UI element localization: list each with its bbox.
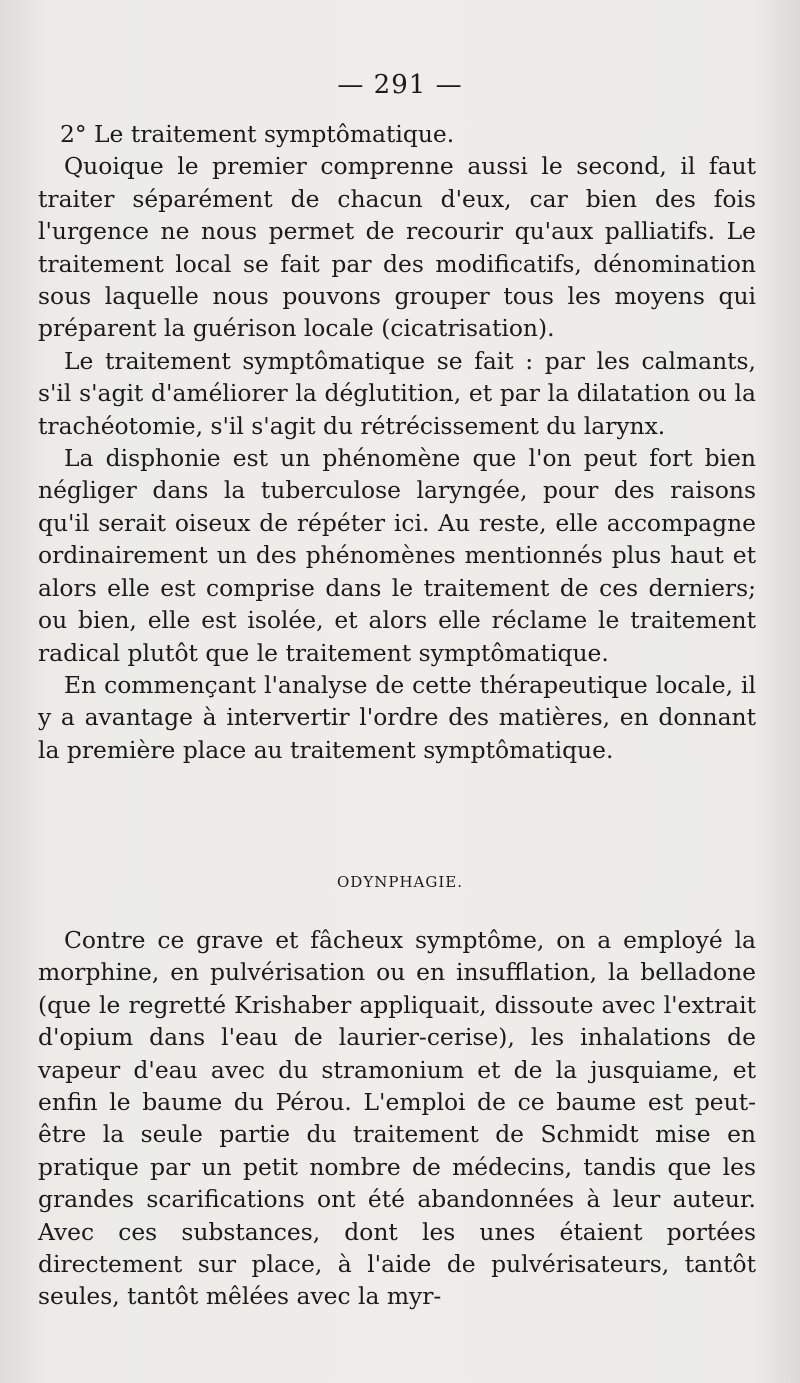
paragraph-4: En commençant l'analyse de cette thérapeutique locale, il y a avantage à intervertir l'ordre des matières, en donnant la première place au traitement symptômatique. bbox=[38, 670, 756, 764]
section-title: ODYNPHAGIE. bbox=[337, 873, 463, 891]
paragraph-2: Le traitement symptômatique se fait : par les calmants, s'il s'agit d'améliorer la déglutition, et par la dilatation ou la trachéotomie, s'il s'agit du rétrécissement du larynx. bbox=[38, 346, 756, 440]
section-paragraph: Contre ce grave et fâcheux symptôme, on a employé la morphine, en pulvérisation ou en insufflation, la belladone (que le regretté Krishaber appliquait, dissoute avec l'extrait d'opium dans l'eau de laurier-cerise), les inhalations de vapeur d'eau avec du stramonium et de la jusquiame, et enfin le baume du Pérou. L'emploi de ce baume est peut-être la seule partie du traitement de Schmidt mise en pratique par un petit nombre de médecins, tandis que les grandes scarifications ont été abandonnées à leur auteur. Avec ces substances, dont les unes étaient portées directement sur place, à l'aide de pulvérisateurs, tantôt seules, tantôt mêlées avec la myr- bbox=[38, 926, 756, 1311]
paragraph-1: Quoique le premier comprenne aussi le second, il faut traiter séparément de chacun d'eux, car bien des fois l'urgence ne nous permet de recourir qu'aux palliatifs. Le traitement local se fait par des modificatifs, dénomination sous laquelle nous pouvons grouper tous les moyens qui préparent la guérison locale (cicatrisation). bbox=[38, 152, 756, 343]
page-number: — 291 — bbox=[337, 70, 463, 100]
subsection-heading: 2° Le traitement symptômatique. bbox=[60, 120, 455, 148]
section-text bbox=[38, 924, 756, 1313]
paragraph-3: La disphonie est un phénomène que l'on peut fort bien négliger dans la tuberculose laryngée, pour des raisons qu'il serait oiseux de répéter ici. Au reste, elle accompagne ordinairement un des phénomènes mentionnés plus haut et alors elle est comprise dans le traitement de ces derniers; ou bien, elle est isolée, et alors elle réclame le traitement radical plutôt que le traitement symptômatique. bbox=[38, 444, 756, 667]
main-text bbox=[38, 118, 756, 766]
